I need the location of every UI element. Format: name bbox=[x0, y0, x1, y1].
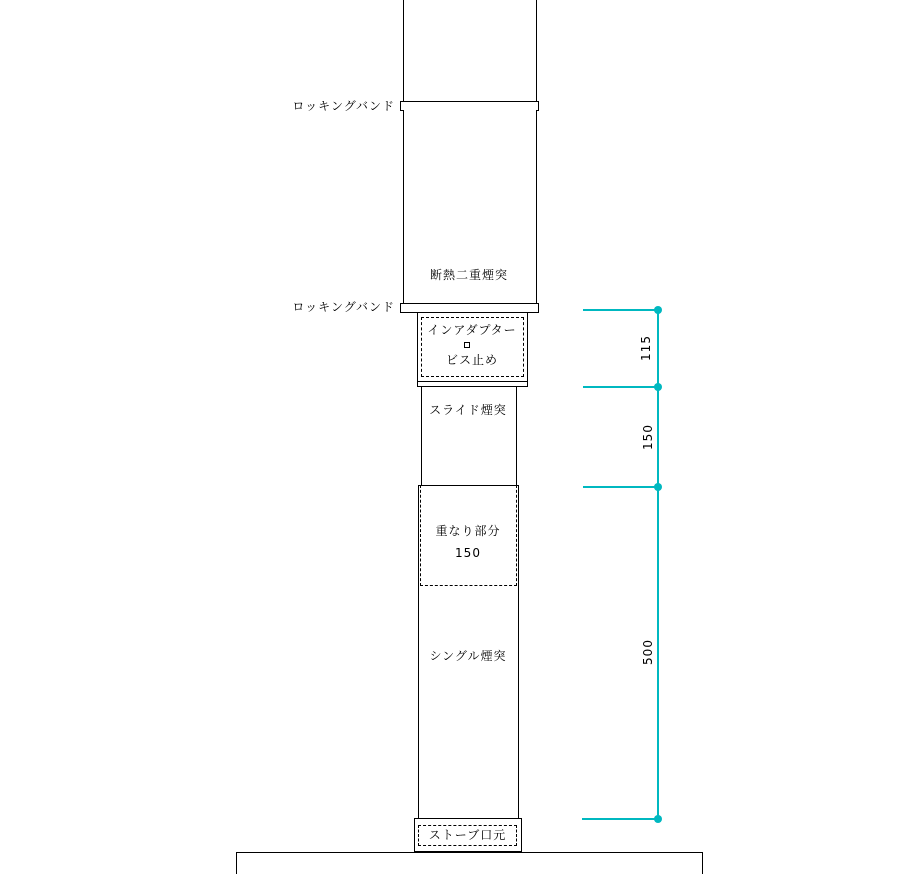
dimension-dot-icon bbox=[654, 815, 662, 823]
dimension-extension-line-top bbox=[583, 309, 658, 311]
stove-mouth-dashed-outline bbox=[418, 825, 517, 846]
small-square-icon bbox=[464, 342, 470, 348]
dimension-extension-line-2 bbox=[583, 386, 658, 388]
dimension-value-150: 150 bbox=[641, 424, 655, 450]
insulated-double-chimney-label: 断熱二重煙突 bbox=[429, 268, 508, 282]
overlap-value: 150 bbox=[455, 546, 481, 560]
screw-fastening-label: ビス止め bbox=[445, 353, 498, 367]
stove-mouth-collar bbox=[414, 818, 522, 852]
in-adapter-label: インアダプター bbox=[427, 323, 517, 337]
locking-band-bottom-label: ロッキングバンド bbox=[292, 300, 395, 314]
slide-chimney-pipe bbox=[421, 387, 517, 485]
locking-band-top-label: ロッキングバンド bbox=[292, 99, 395, 113]
dimension-value-115: 115 bbox=[639, 335, 653, 361]
stove-mouth-label: ストーブ口元 bbox=[428, 828, 507, 842]
dimension-extension-line-3 bbox=[583, 486, 658, 488]
dimension-value-500: 500 bbox=[641, 639, 655, 665]
insulated-double-chimney-upper-segment bbox=[403, 0, 537, 101]
single-chimney-label: シングル煙突 bbox=[429, 649, 507, 663]
slide-chimney-label: スライド煙突 bbox=[429, 403, 507, 417]
dimension-dot-icon bbox=[654, 306, 662, 314]
dimension-dot-icon bbox=[654, 383, 662, 391]
stove-outline bbox=[236, 852, 703, 874]
overlap-label: 重なり部分 bbox=[435, 524, 501, 538]
locking-band-bottom bbox=[400, 303, 539, 313]
dimension-extension-line-bottom bbox=[582, 818, 658, 820]
dimension-dot-icon bbox=[654, 483, 662, 491]
